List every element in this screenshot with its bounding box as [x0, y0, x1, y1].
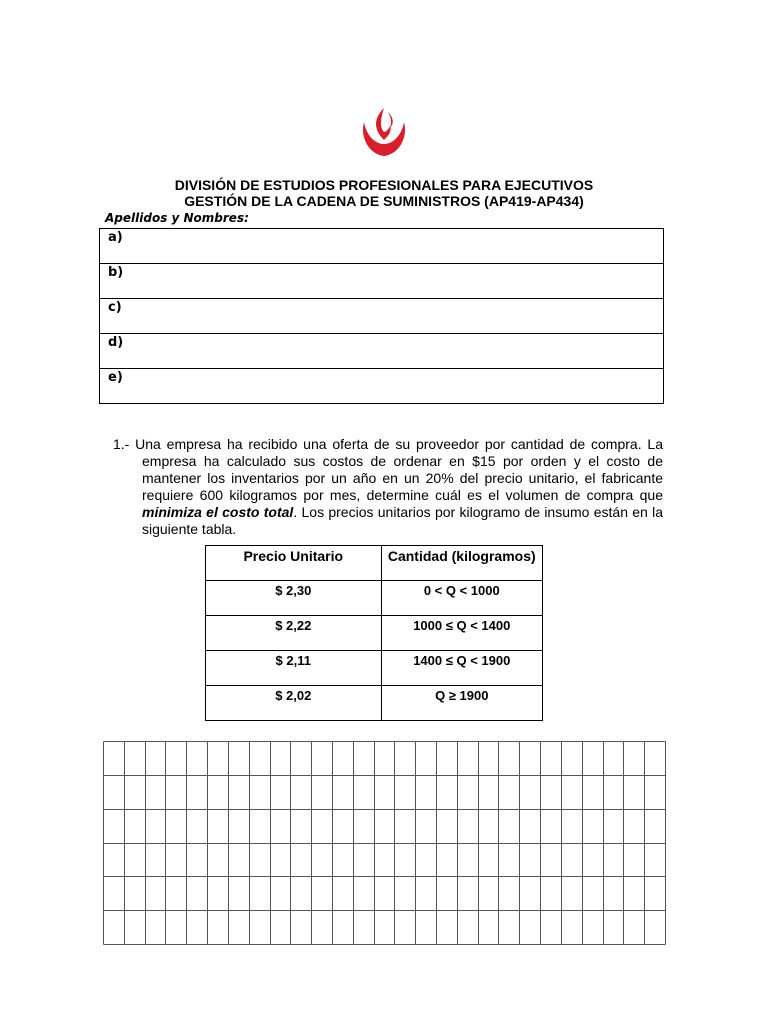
names-label: Apellidos y Nombres:: [105, 211, 249, 225]
question-1: [113, 436, 663, 538]
answer-grid[interactable]: [103, 741, 666, 945]
quantity-cell: 0 < Q < 1000: [381, 581, 542, 616]
question-text-after: . Los precios unitarios por kilogramo de insumo están en la siguiente tabla.: [142, 504, 664, 537]
price-cell: $ 2,30: [206, 581, 382, 616]
question-emphasis: minimiza el costo total: [142, 504, 294, 520]
price-cell: $ 2,02: [206, 686, 382, 721]
name-row-a[interactable]: a): [100, 229, 664, 264]
name-row-e[interactable]: e): [100, 369, 664, 404]
header-line-1: DIVISIÓN DE ESTUDIOS PROFESIONALES PARA EJECUTIVOS: [174, 177, 594, 193]
upc-logo: [358, 106, 410, 162]
names-table: [99, 228, 664, 404]
quantity-cell: 1400 ≤ Q < 1900: [381, 651, 542, 686]
name-row-d[interactable]: d): [100, 334, 664, 369]
price-cell: $ 2,22: [206, 616, 382, 651]
question-number: 1.-: [113, 436, 130, 452]
quantity-cell: 1000 ≤ Q < 1400: [381, 616, 542, 651]
price-table: [205, 545, 543, 721]
quantity-cell: Q ≥ 1900: [381, 686, 542, 721]
price-cell: $ 2,11: [206, 651, 382, 686]
header-line-2: GESTIÓN DE LA CADENA DE SUMINISTROS (AP419-AP434): [184, 193, 584, 209]
name-row-b[interactable]: b): [100, 264, 664, 299]
header-quantity: Cantidad (kilogramos): [381, 546, 542, 581]
header-unit-price: Precio Unitario: [206, 546, 382, 581]
question-text-before: Una empresa ha recibido una oferta de su proveedor por cantidad de compra. La empresa ha calculado sus costos de ordenar en $15 por orden y el costo de mantener los inventarios por un año en un 20% del precio unitario, el fabricante requiere 600 kilogramos por mes, determine cuál es el volumen de compra que: [129, 436, 663, 503]
name-row-c[interactable]: c): [100, 299, 664, 334]
